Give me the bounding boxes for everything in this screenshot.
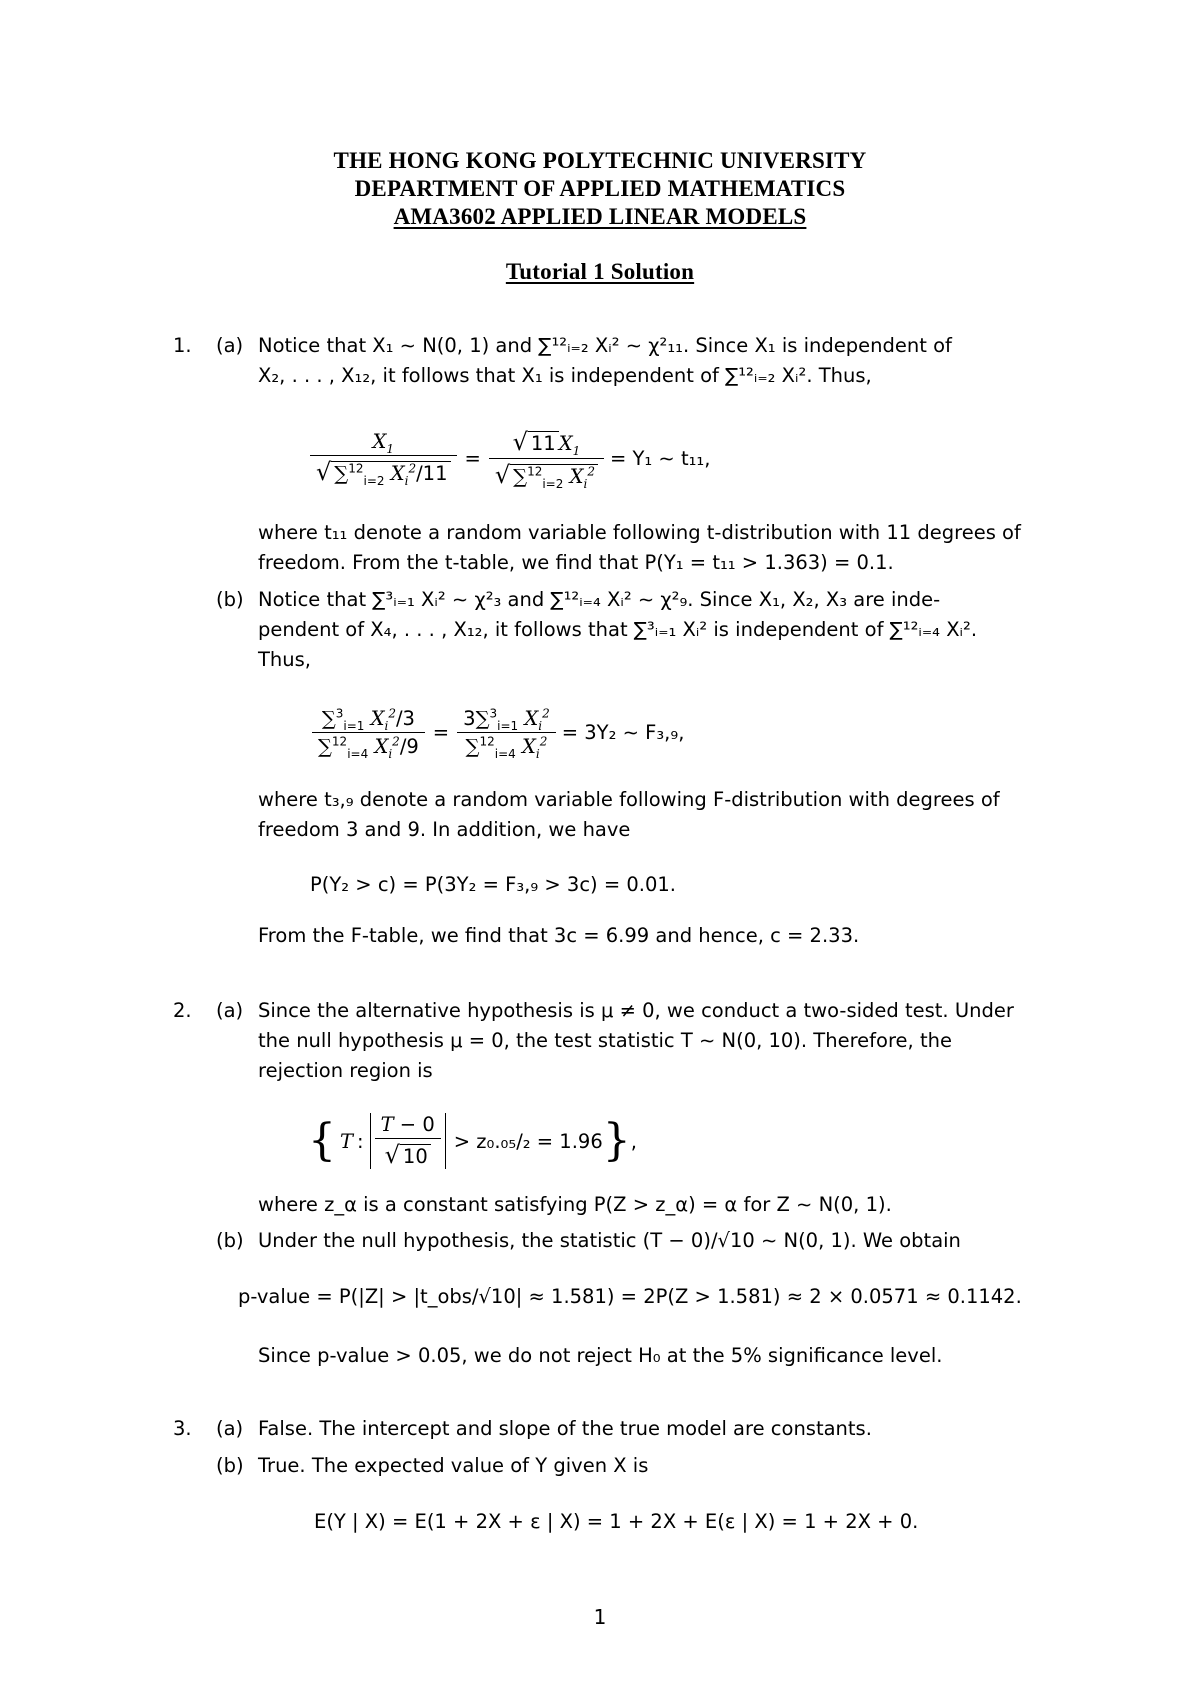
q2a-line-3: rejection region is xyxy=(258,1059,433,1082)
q1a-label: (a) xyxy=(216,334,244,357)
q2a-where: where z_α is a constant satisfying P(Z > z_α) = α for Z ∼ N(0, 1). xyxy=(258,1193,892,1216)
q2a-line-1: Since the alternative hypothesis is μ ≠ 0, we conduct a two-sided test. Under xyxy=(258,999,1014,1022)
question-3-number: 3. xyxy=(173,1417,192,1440)
q2b-line-1: Under the null hypothesis, the statistic (T − 0)/√10 ∼ N(0, 1). We obtain xyxy=(258,1229,961,1252)
university-title: THE HONG KONG POLYTECHNIC UNIVERSITY xyxy=(333,148,867,173)
q3a-text: False. The intercept and slope of the true model are constants. xyxy=(258,1417,872,1440)
q2a-line-2: the null hypothesis μ = 0, the test statistic T ∼ N(0, 10). Therefore, the xyxy=(258,1029,952,1052)
question-1-number: 1. xyxy=(173,334,192,357)
q1b-line-3: Thus, xyxy=(258,648,311,671)
q3b-label: (b) xyxy=(216,1454,244,1477)
q1b-label: (b) xyxy=(216,588,244,611)
q3b-equation: E(Y | X) = E(1 + 2X + ε | X) = 1 + 2X + E(ε | X) = 1 + 2X + 0. xyxy=(314,1510,919,1533)
q1b-where-1: where t₃,₉ denote a random variable following F-distribution with degrees of xyxy=(258,788,1000,811)
q2a-label: (a) xyxy=(216,999,244,1022)
department-title: DEPARTMENT OF APPLIED MATHEMATICS xyxy=(354,176,846,201)
q1b-equation: $\frac{\sum^3_{i=1} X_i^2/3}{\sum^{12}_{i=4} X_i^2/9}$ = $\frac{3\sum^3_{i=1} X_i^2}{\sum^{12}_{i=4} X_i^2}$ = 3Y₂ ∼ F₃,₉, xyxy=(312,696,684,768)
q3b-text: True. The expected value of Y given X is xyxy=(258,1454,649,1477)
q1a-line-2: X₂, . . . , X₁₂, it follows that X₁ is independent of ∑¹²ᵢ₌₂ Xᵢ². Thus, xyxy=(258,364,872,387)
q2b-conclusion: Since p-value > 0.05, we do not reject H₀ at the 5% significance level. xyxy=(258,1344,943,1367)
question-2-number: 2. xyxy=(173,999,192,1022)
q1b-where-2: freedom 3 and 9. In addition, we have xyxy=(258,818,631,841)
q1b-line-1: Notice that ∑³ᵢ₌₁ Xᵢ² ∼ χ²₃ and ∑¹²ᵢ₌₄ Xᵢ² ∼ χ²₉. Since X₁, X₂, X₃ are inde- xyxy=(258,588,941,611)
q1b-probability: P(Y₂ > c) = P(3Y₂ = F₃,₉ > 3c) = 0.01. xyxy=(310,873,677,896)
course-title: AMA3602 APPLIED LINEAR MODELS xyxy=(393,204,807,229)
q3a-label: (a) xyxy=(216,1417,244,1440)
q2a-region-rhs: > z₀.₀₅/₂ = 1.96 xyxy=(453,1129,603,1153)
q2b-pvalue: p-value = P(|Z| > |t_obs/√10| ≈ 1.581) = 2P(Z > 1.581) ≈ 2 × 0.0571 ≈ 0.1142. xyxy=(238,1285,1022,1308)
document-title: Tutorial 1 Solution xyxy=(505,259,695,284)
q1a-where-2: freedom. From the t-table, we find that P(Y₁ = t₁₁ > 1.363) = 0.1. xyxy=(258,551,894,574)
q1b-equation-rhs: = 3Y₂ ∼ F₃,₉, xyxy=(561,720,685,744)
q1a-equation-rhs: = Y₁ ∼ t₁₁, xyxy=(609,446,711,470)
q2a-rejection-region: { T : $\frac{T - 0}{√ 10}$ > z₀.₀₅/₂ = 1.96 } , xyxy=(308,1113,637,1169)
q1a-line-1: Notice that X₁ ∼ N(0, 1) and ∑¹²ᵢ₌₂ Xᵢ² ∼ χ²₁₁. Since X₁ is independent of xyxy=(258,334,952,357)
q1b-line-2: pendent of X₄, . . . , X₁₂, it follows that ∑³ᵢ₌₁ Xᵢ² is independent of ∑¹²ᵢ₌₄ Xᵢ². xyxy=(258,618,978,641)
q1b-table-result: From the F-table, we find that 3c = 6.99 and hence, c = 2.33. xyxy=(258,924,860,947)
q1a-where-1: where t₁₁ denote a random variable following t-distribution with 11 degrees of xyxy=(258,521,1021,544)
q2b-label: (b) xyxy=(216,1229,244,1252)
page-number: 1 xyxy=(593,1605,607,1629)
q1a-equation: $\frac{X_1}{√ \sum^{12}_{i=2} X_i^2/11}$ = $\frac{√ 11 X_1}{√ \sum^{12}_{i=2} X_i^2}$ = Y₁ ∼ t₁₁, xyxy=(310,418,710,498)
